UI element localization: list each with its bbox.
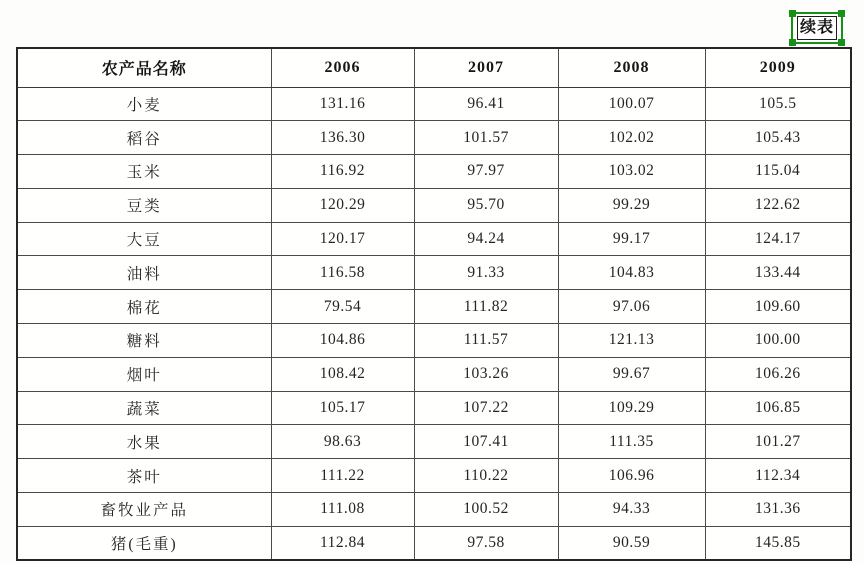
value-cell: 100.52 bbox=[414, 493, 558, 527]
product-name-cell: 蔬菜 bbox=[17, 391, 271, 425]
value-cell: 105.17 bbox=[271, 391, 414, 425]
value-cell: 95.70 bbox=[414, 188, 558, 222]
value-cell: 111.57 bbox=[414, 324, 558, 358]
value-cell: 112.84 bbox=[271, 526, 414, 560]
value-cell: 103.26 bbox=[414, 357, 558, 391]
product-name-cell: 小麦 bbox=[17, 87, 271, 121]
table-row bbox=[17, 87, 851, 121]
value-cell: 110.22 bbox=[414, 459, 558, 493]
value-cell: 116.58 bbox=[271, 256, 414, 290]
value-cell: 111.22 bbox=[271, 459, 414, 493]
table-row bbox=[17, 188, 851, 222]
value-cell: 136.30 bbox=[271, 121, 414, 155]
header-row bbox=[17, 48, 851, 87]
value-cell: 99.29 bbox=[558, 188, 705, 222]
product-name-cell: 畜牧业产品 bbox=[17, 493, 271, 527]
annotation-handle-bottom-right bbox=[838, 39, 845, 46]
value-cell: 99.67 bbox=[558, 357, 705, 391]
value-cell: 115.04 bbox=[705, 155, 851, 189]
value-cell: 100.00 bbox=[705, 324, 851, 358]
header-year-2006: 2006 bbox=[271, 48, 414, 87]
value-cell: 106.96 bbox=[558, 459, 705, 493]
annotation-handle-top-right bbox=[838, 10, 845, 17]
table-row bbox=[17, 290, 851, 324]
value-cell: 145.85 bbox=[705, 526, 851, 560]
table-row bbox=[17, 493, 851, 527]
table-row bbox=[17, 425, 851, 459]
annotation-handle-bottom-left bbox=[789, 39, 796, 46]
product-name-cell: 棉花 bbox=[17, 290, 271, 324]
value-cell: 90.59 bbox=[558, 526, 705, 560]
table-row bbox=[17, 357, 851, 391]
value-cell: 103.02 bbox=[558, 155, 705, 189]
table-row bbox=[17, 324, 851, 358]
value-cell: 97.58 bbox=[414, 526, 558, 560]
value-cell: 131.36 bbox=[705, 493, 851, 527]
value-cell: 108.42 bbox=[271, 357, 414, 391]
table-row bbox=[17, 121, 851, 155]
value-cell: 122.62 bbox=[705, 188, 851, 222]
value-cell: 94.33 bbox=[558, 493, 705, 527]
table-header bbox=[17, 48, 851, 87]
value-cell: 116.92 bbox=[271, 155, 414, 189]
continued-table-annotation bbox=[797, 16, 837, 40]
value-cell: 97.97 bbox=[414, 155, 558, 189]
value-cell: 112.34 bbox=[705, 459, 851, 493]
value-cell: 104.86 bbox=[271, 324, 414, 358]
value-cell: 97.06 bbox=[558, 290, 705, 324]
value-cell: 124.17 bbox=[705, 222, 851, 256]
value-cell: 105.5 bbox=[705, 87, 851, 121]
header-year-2009: 2009 bbox=[705, 48, 851, 87]
header-year-2007: 2007 bbox=[414, 48, 558, 87]
product-name-cell: 水果 bbox=[17, 425, 271, 459]
value-cell: 100.07 bbox=[558, 87, 705, 121]
value-cell: 96.41 bbox=[414, 87, 558, 121]
value-cell: 107.22 bbox=[414, 391, 558, 425]
table-row bbox=[17, 155, 851, 189]
value-cell: 94.24 bbox=[414, 222, 558, 256]
value-cell: 111.82 bbox=[414, 290, 558, 324]
product-name-cell: 玉米 bbox=[17, 155, 271, 189]
table-row bbox=[17, 222, 851, 256]
table-row bbox=[17, 391, 851, 425]
value-cell: 102.02 bbox=[558, 121, 705, 155]
continued-table-label: 续表 bbox=[797, 16, 837, 40]
value-cell: 101.57 bbox=[414, 121, 558, 155]
table-row bbox=[17, 256, 851, 290]
value-cell: 99.17 bbox=[558, 222, 705, 256]
value-cell: 98.63 bbox=[271, 425, 414, 459]
value-cell: 131.16 bbox=[271, 87, 414, 121]
product-name-cell: 稻谷 bbox=[17, 121, 271, 155]
product-name-cell: 烟叶 bbox=[17, 357, 271, 391]
value-cell: 121.13 bbox=[558, 324, 705, 358]
table-row bbox=[17, 459, 851, 493]
table-row bbox=[17, 526, 851, 560]
value-cell: 111.08 bbox=[271, 493, 414, 527]
table-body bbox=[17, 87, 851, 560]
value-cell: 107.41 bbox=[414, 425, 558, 459]
header-product-name: 农产品名称 bbox=[17, 48, 271, 87]
price-index-table bbox=[16, 47, 852, 561]
value-cell: 109.60 bbox=[705, 290, 851, 324]
value-cell: 106.26 bbox=[705, 357, 851, 391]
product-name-cell: 猪(毛重) bbox=[17, 526, 271, 560]
product-name-cell: 茶叶 bbox=[17, 459, 271, 493]
value-cell: 111.35 bbox=[558, 425, 705, 459]
annotation-handle-top-left bbox=[789, 10, 796, 17]
value-cell: 104.83 bbox=[558, 256, 705, 290]
product-name-cell: 糖料 bbox=[17, 324, 271, 358]
product-name-cell: 大豆 bbox=[17, 222, 271, 256]
header-year-2008: 2008 bbox=[558, 48, 705, 87]
value-cell: 120.17 bbox=[271, 222, 414, 256]
product-name-cell: 豆类 bbox=[17, 188, 271, 222]
value-cell: 91.33 bbox=[414, 256, 558, 290]
value-cell: 109.29 bbox=[558, 391, 705, 425]
product-name-cell: 油料 bbox=[17, 256, 271, 290]
value-cell: 106.85 bbox=[705, 391, 851, 425]
value-cell: 133.44 bbox=[705, 256, 851, 290]
value-cell: 120.29 bbox=[271, 188, 414, 222]
value-cell: 79.54 bbox=[271, 290, 414, 324]
value-cell: 105.43 bbox=[705, 121, 851, 155]
value-cell: 101.27 bbox=[705, 425, 851, 459]
